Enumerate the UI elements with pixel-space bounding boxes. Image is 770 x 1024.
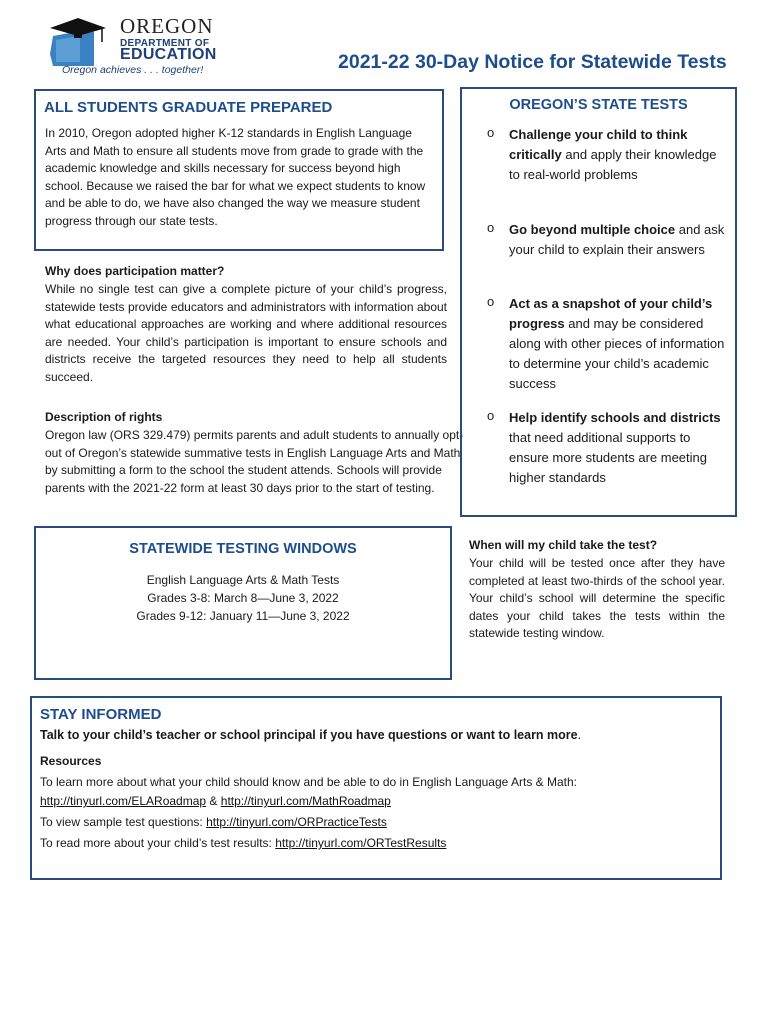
- testing-windows-heading: STATEWIDE TESTING WINDOWS: [129, 541, 357, 557]
- state-test-item: [509, 408, 727, 488]
- resources-results-line: [40, 836, 446, 850]
- rights-heading: Description of rights: [45, 410, 163, 424]
- ela-roadmap-link[interactable]: http://tinyurl.com/ELARoadmap: [40, 794, 207, 808]
- participation-heading: Why does participation matter?: [45, 264, 225, 278]
- state-test-item-bold: Help identify schools and districts: [509, 410, 721, 425]
- resources-heading: Resources: [40, 754, 102, 768]
- stay-informed-lead: [40, 728, 581, 742]
- resources-roadmap-text: To learn more about what your child should know and be able to do in English Language Arts & Math:: [40, 775, 578, 789]
- stay-informed-lead-text: Talk to your child’s teacher or school principal if you have questions or want to learn more: [40, 728, 578, 742]
- logo-education: EDUCATION: [120, 46, 217, 63]
- graduate-heading: ALL STUDENTS GRADUATE PREPARED: [44, 99, 333, 116]
- math-roadmap-link[interactable]: http://tinyurl.com/MathRoadmap: [220, 794, 391, 808]
- state-test-item-rest: that need additional supports to ensure more students are meeting higher standards: [509, 430, 707, 485]
- bullet-icon: o: [487, 294, 495, 309]
- state-test-item: [509, 220, 727, 260]
- logo-department: DEPARTMENT OF: [120, 38, 210, 49]
- when-text: Your child will be tested once after they have completed at least two-thirds of the school year. Your child’s school will determine the specific dates your child takes the tests within the statewide testing window.: [469, 556, 725, 641]
- testing-windows-subject: English Language Arts & Math Tests: [146, 573, 340, 587]
- stay-informed-lead-period: .: [577, 728, 582, 742]
- resources-practice-line: [40, 815, 387, 829]
- bullet-icon: o: [487, 220, 495, 235]
- resources-roadmap-links: [40, 794, 391, 808]
- state-test-item: [509, 125, 727, 185]
- bullet-icon: o: [487, 125, 495, 140]
- participation-text: While no single test can give a complete picture of your child’s progress, statewide tests provide educators and administrators with information about what educational approaches are working and where additional resources are needed. Your child’s participation is important to ensure schools and districts receive the targeted resources they need to help all students succeed.: [45, 282, 447, 384]
- state-test-item: [509, 294, 727, 394]
- logo-wordmark: OREGON: [120, 14, 214, 38]
- state-tests-heading: OREGON’S STATE TESTS: [509, 97, 688, 113]
- practice-prefix: To view sample test questions:: [40, 815, 203, 829]
- testing-window-grades-9-12: Grades 9-12: January 11—June 3, 2022: [136, 609, 350, 623]
- graduate-text: In 2010, Oregon adopted higher K-12 standards in English Language Arts and Math to ensure all students move from grade to grade with the academic knowledge and skills necessary for success beyond high school. Because we raised the bar for what we expect students to know and be able to do, we have also changed the way we measure student progress through our state tests.: [45, 126, 426, 228]
- bullet-icon: o: [487, 408, 495, 423]
- link-separator: &: [209, 794, 218, 808]
- state-test-item-bold: Challenge your child to think critically: [509, 127, 688, 162]
- stay-informed-heading: STAY INFORMED: [40, 706, 162, 723]
- state-test-item-bold: Act as a snapshot of your child’s progress: [509, 296, 713, 331]
- when-heading: When will my child take the test?: [469, 538, 658, 552]
- practice-tests-link[interactable]: http://tinyurl.com/ORPracticeTests: [206, 815, 387, 829]
- logo-tagline: Oregon achieves . . . together!: [62, 64, 204, 76]
- state-test-item-rest: and ask your child to explain their answers: [509, 222, 725, 257]
- page-title: 2021-22 30-Day Notice for Statewide Tests: [338, 51, 727, 73]
- state-test-item-rest: and apply their knowledge to real-world problems: [509, 147, 717, 182]
- testing-window-grades-3-8: Grades 3-8: March 8—June 3, 2022: [147, 591, 339, 605]
- results-prefix: To read more about your child’s test results:: [40, 836, 272, 850]
- state-test-item-rest: and may be considered along with other pieces of information to determine your child’s academic success: [509, 316, 725, 391]
- test-results-link[interactable]: http://tinyurl.com/ORTestResults: [275, 836, 447, 850]
- state-test-item-bold: Go beyond multiple choice: [509, 222, 676, 237]
- rights-text: Oregon law (ORS 329.479) permits parents and adult students to annually opt-out of Oregon’s statewide summative tests in English Language Arts and Math by submitting a form to the school the student attends. Schools will provide parents with the 2021-22 form at least 30 days prior to the start of testing.: [45, 428, 464, 495]
